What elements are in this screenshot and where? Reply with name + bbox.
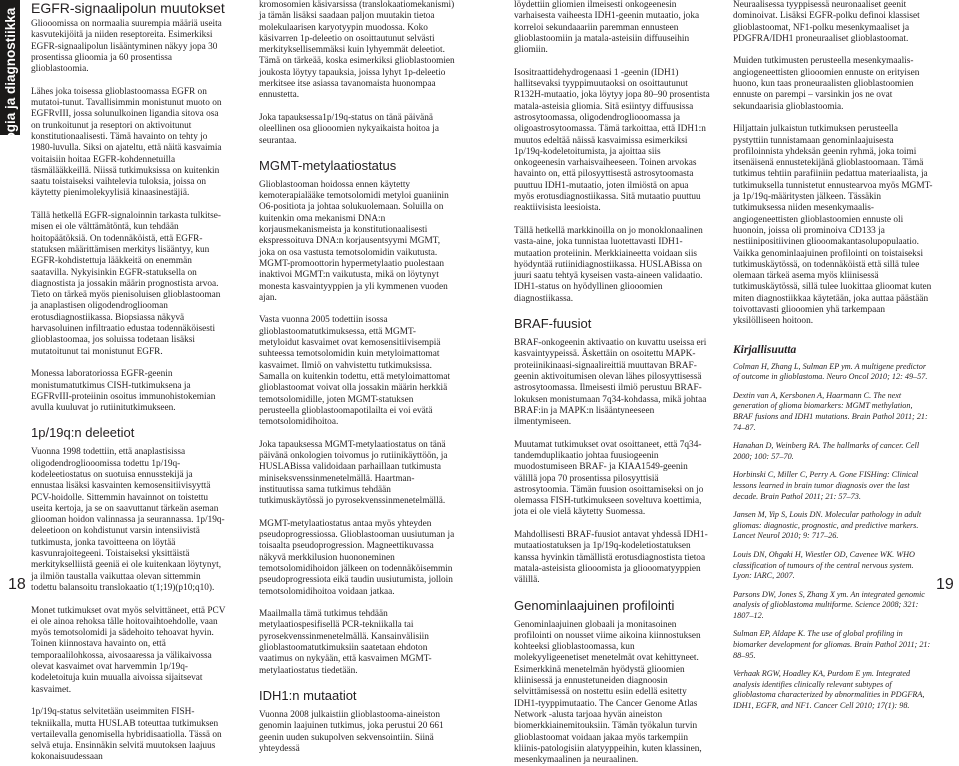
reference: Dextin van A, Kersbonen A, Haarmann C. The next generation of glioma biomarkers: MGMT methylation, BRAF fusions and IDH1 mutations. Brain Pathol 2011; 21: 74–87. — [733, 390, 928, 432]
sidebar-section-tab — [0, 0, 20, 616]
paragraph: Muutamat tutkimukset ovat osoittaneet, että 7q34-tandemduplikaatio johtaa fuusiogeenin muodostumiseen BRAF- ja KIAA1549-geenin välillä jopa 70 prosentissa pilosyyttisiä astrosytoomia. Tämän fuusion osoittamiseksi on jo olemassa FISH-tutkimukseen soveltuva koettimia, jota ei ole vielä käytetty Suomessa. — [514, 439, 704, 518]
paragraph: 1p/19q-status selvitetään useimmiten FISH-tekniikalla, mutta HUSLAB toteuttaa tutkimuksen vertailevalla genomisella hybridisaatiolla. Tässä on selvä etuja. Ensinnäkin selvitä muutoksen laajuus kokonaisuudessaan — [31, 707, 222, 763]
paragraph: Joka tapauksessa1p/19q-status on tänä päivänä oleellinen osa gliooomien nykyaikaista hoitoa ja seurantaa. — [259, 112, 439, 146]
paragraph: Isositraattidehydrogenaasi 1 -geenin (IDH1) hallitsevaksi tyyppimuutaoksi on osoittautunut R132H-mutaatio, joka löytyy jopa 80–90 prosentista matala-asteisia gliomia. Sitä esiintyy diffuusissa astrosytoomassa, oligodendrogliooomassa ja oligoastrosytoomassa. Tämä tarkoittaa, että IDH1:n muutos edeltää näissä kasvaimissa esimerkiksi 1p/19q-kodeletoitumista, ja ajoittaa siis onkogeenesin varhaisvaiheeseen. Toinen arvokas havainto on, että pilosyyttisestä astrosytoomasta puuttuu IDH1-mutaatio, joten ilmiöstä on apua myös erotusdiagnostiikassa. Sitä mutaatio puuttuu reaktiivisista leesioista. — [514, 67, 710, 214]
reference: Jansen M, Yip S, Louis DN. Molecular pathology in adult gliomas: diagnostic, prognostic, and predictive markers. Lancet Neurol 2010; 9: 717–26. — [733, 510, 922, 541]
reference: Verhaak RGW, Hoadley KA, Purdom E ym. Integrated analysis identifies clinically relevant subtypes of glioblastoma characterized by abnormalities in PDGFRA, IDH1, EGFR, and NF1. Cancer Cell 2010; 17(1): 98. — [733, 669, 925, 711]
reference: Horbinski C, Miller C, Perry A. Gone FISHing: Clinical lessons learned in brain tumor diagnosis over the last decade. Brain Pathol 2011; 21: 57–73. — [733, 470, 919, 501]
paragraph: Hiljattain julkaistun tutkimuksen perusteella pystyttiin tunnistamaan genominlaajuisesta profiloinnista yhdeksän geenin ryhmä, joka toimi itsenäisenä ennustetekijänä glioblastoomaan. Tämä tutkimus tehtiin parafiiniin pedattua materiaalista, ja tutkimuksella tunnistetut ennustearvoa myös MGMT- ja 1p/19q-määritysten jälkeen. Tässäkin tutkimuksessa niiden mesenkymaalis-angiogeneettisten glioblastoomien ennuste oli huonoin, joissa oli prominoiva CD133 ja nestiinipositiivinen gliooomakantasolupopulaatio. Vaikka genominlaajuinen profilointi on toistaiseksi tutkimuskäytössä, on todennäköistä että sillä tulee olemaan tärkeä asema myös kliinisessä tutkimuskäytössä, sillä tulee luokittaa glioomat kuten miten diagnostiikkaa käytetään, joka auttaa päästään toivottavasti gliooomien yhä tarkempaan yksilölliseen hoitoon. — [733, 124, 933, 327]
heading-braf: BRAF-fuusiot — [514, 316, 592, 332]
paragraph: MGMT-metylaatiostatus antaa myös yhteyden pseudoprogressiossa. Glioblastooman uusiutuman ja toisaalta pseudoprogression. Magneettikuvassa näkyvä merkkilusion huononeminen temotsolomidihoidon jälkeen on todennäköisemmin pseudoprogressiota eikä taudin uusiutumista, jolloin temotsolomidihoitoa voidaan jatkaa. — [259, 518, 455, 597]
paragraph: Vuonna 2008 julkaistiin glioblastooma-aineiston genomin laajuinen tutkimus, joka perustui 20 661 geenin uuden sukupolven sekvensointiin. Siinä yhteydessä — [259, 709, 444, 754]
heading-egfr: EGFR-signaalipolun muutokset — [31, 0, 225, 16]
paragraph: Tällä hetkellä EGFR-signaloinnin tarkasta tulkitse-misen ei ole välttämätöntä, kun tehdään hoitopäätöksiä. On todennäköistä, että EGFR-statuksen määrittämisen merkitys lisääntyy, kun EGFR-kohdistettuja lääkkeitä on enemmän saatavilla. Nykyisinkin EGFR-statuksella on diagnostista ja jossakin määrin prognostista arvoa. Tieto on tärkeä myös pienisoluisen glioblastooman ja anaplastisen oligodendrogliooman erotusdiagnostiikassa. Biopsiassa näkyvä harvasoluinen infiltraatio edustaa todennäköisesti glioblastoomaa, jos soluissa todetaan lisäksi mutatoitunut tai monistunut EGFR. — [31, 211, 222, 357]
heading-genomic-profiling: Genominlaajuinen profilointi — [514, 597, 675, 613]
heading-1p19q: 1p/19q:n deleetiot — [31, 425, 135, 441]
references-heading: Kirjallisuutta — [733, 343, 797, 356]
paragraph: Vuonna 1998 todettiin, että anaplastisissa oligodendrogliooomissa todettu 1p/19q-kodeleetiostatus on suotuisa ennusstekijä ja ennustaa lisäksi kasvainten kemosensitiivisyyttä PCV-hoidolle. Sittemmin havainnot on toistettu useita kertoja, ja se on saavuttanut tärkeän aseman gliooman hoidon valinnassa ja seurannassa. 1p/19q-deleetioon on kohdistunut varsin intensiivistä tutkimusta, jonka tavoitteena on löytää kasvunrajoitegeeni. Toistaiseksi yksittäistä merkitykselliistä geeniä ei ole kuitenkaan löytynyt, ja ilmiön taustalla vaikuttaa olevan sittemmin todettu balansoitu translokaatio t(1;19)(p10;q10). — [31, 447, 225, 593]
paragraph: Glioblastooman hoidossa ennen käytetty kemoterapialääke temotsolomidi metyloi guaniinin O6-positiota ja johtaa solukuolemaan. Soluilla on kuitenkin oma mekanismi DNA:n korjausmekanismeista ja konstitutionaalisesti ekspressoituva DNA:n korjausentsyymi MGMT, joka on osa vastusta temotsolomidin vaikutusta. MGMT-promoottorin hypermetylaatio puolestaan inaktivoi MGMT:n vaikutusta, mikä on löytynyt monesta kasvaintyyppien ja yli kymmenen vuoden ajan. — [259, 179, 449, 303]
paragraph: Tällä hetkellä markkinoilla on jo monoklonaalinen vasta-aine, joka tunnistaa luotettavasti IDH1-mutaation proteiinin. Merkkiaineetta voidaan siis hyödyntää rutiinidiagnostiikassa. HUSLABissa on juuri saatu tehtyä kyseisen vasta-aineen validaatio. IDH1-status on hyödyllinen gliooomien diagnostiikassa. — [514, 225, 703, 304]
page-number-left: 18 — [8, 576, 26, 593]
column-2 — [259, 0, 455, 755]
paragraph: Muiden tutkimusten perusteella mesenkymaalis-angiogeneettisten gliooomien ennuste on erityisen huono, kun taas proneuraalisten glioblastoomien ennuste on parempi – varsinkin jos ne ovat sekundaarisia glioblastoomia. — [733, 56, 920, 112]
heading-idh1: IDH1:n mutaatiot — [259, 687, 357, 703]
paragraph: Gliooomissa on normaalia suurempia määriä useita kasvutekijöitä ja niiden reseptoreita. Esimerkiksi EGFR-signaalipolun lisääntyminen näkyy jopa 30 prosentissa glioomia ja 60 prosentissa glioblastoomia. — [31, 19, 222, 75]
paragraph: löydettiin gliomien ilmeisesti onkogeenesin varhaisesta vaiheesta IDH1-geenin mutaatio, joka korreloi sekundaaariin paremman ennusteen glioblastoomiin ja matala-asteisiin diffuuseihin gliomiin. — [514, 0, 700, 56]
paragraph: Genominlaajuinen globaali ja monitasoinen profilointi on nousset viime aikoina kiinnostuksen kohteeksi glioblastoomassa, kun molekyyligeenetiset menetelmät ovat kehittyneet. Esimerkkinä menetelmän hyödystä glioomien kliinisessä ja ennustetuneiden diagnoosin selvittämisessä on nostettu esiin edellä esitetty IDH1-tyyppimutaatio. The Cancer Genome Atlas Network -alusta tarjoaa hyvän aineiston biomerkkiainemitouksiin. Tämän työkalun turvin glioblastoomat voidaan jakaa myös tarkempiin kliinis-patologisiin alatyyppeihin, kuten klassinen, mesenkymaalinen ja neuraalinen. — [514, 619, 702, 766]
paragraph: Monessa laboratoriossa EGFR-geenin monistumatutkimus CISH-tutkimuksena ja EGFRvIII-proteiinin osoitus immunohistokemian avulla kuuluvat jo rutiinitutkimukseen. — [31, 369, 216, 414]
reference: Sulman EP, Aldape K. The use of global profiling in biomarker development for gliomas. Brain Pathol 2011; 21: 88–95. — [733, 629, 931, 660]
page-number-right: 19 — [936, 576, 954, 593]
column-4 — [733, 0, 933, 712]
column-1 — [31, 0, 227, 764]
paragraph: BRAF-onkogeenin aktivaatio on kuvattu useissa eri kasvaintyypeissä. Äskettäin on osoitettu MAPK-proteiinikinaasi-signaalireittiä muuttavan BRAF-geenin aktivoitumisen olevan lähes pilosyyttisessä astrosytoomassa. Ilmeisesti ilmiö perustuu BRAF-lokuksen monistumaan 7q34-kohdassa, mikä johtaa BRAF:in ja MAPK:n lisääntyneeseen ilmentymiseen. — [514, 338, 707, 428]
paragraph: Maailmalla tämä tutkimus tehdään metylaatiospesifisellä PCR-tekniikalla tai pyrosekvenssinmenetelmällä. Kansainvälisiin glioblastoomatutkimuksiin saatetaan ehdoton vaatimus on nykyään, että kasvaimen MGMT-metylaatiostatus tiedetään. — [259, 609, 432, 676]
paragraph: Mahdollisesti BRAF-fuusiot antavat yhdessä IDH1-mutaatiostatuksen ja 1p/19q-kodeletiostatuksen kanssa hyvinkin tämällistä erotusdiagnostista tietoa matala-asteisista gliooomista ja gliooomatyyppien välillä. — [514, 530, 708, 586]
paragraph: Neuraalisessa tyyppisessä neuronaaliset geenit dominoivat. Lisäksi EGFR-polku definoi klassiset glioblastoomat, NF1-polku mesenkymaaliset ja PDGFRA/IDH1 proneuraaliset glioblastoomat. — [733, 0, 920, 44]
column-3 — [514, 0, 710, 766]
reference: Hanahan D, Weinberg RA. The hallmarks of cancer. Cell 2000; 100: 57–70. — [733, 441, 920, 461]
reference: Louis DN, Ohgaki H, Wiestler OD, Cavenee WK. WHO classification of tumours of the central nervous system. Lyon: IARC, 2007. — [733, 549, 915, 581]
reference: Colman H, Zhang L, Sulman EP ym. A multigene predictor of outcome in glioblastoma. Neuro Oncol 2010; 12: 49–57. — [733, 361, 928, 382]
reference: Parsons DW, Jones S, Zhang X ym. An integrated genomic analysis of glioblastoma multiforme. Science 2008; 321: 1807–12. — [733, 589, 925, 620]
section-title: Epidemiologia ja diagnostiikka — [3, 7, 18, 205]
paragraph: Joka tapauksessa MGMT-metylaatiostatus on tänä päivänä onkologien toivomus jo rutiinikäyttöön, ja HUSLABissa validoidaan parhaillaan tutkimusta miniseksvenssinmenetelmällä. Haartman-instituutissa sama tutkimus tehdään tutkimuskäytössä jo pyrosekvenssinmenetelmällä. — [259, 439, 448, 507]
heading-mgmt: MGMT-metylaatiostatus — [259, 157, 397, 173]
paragraph: Lähes joka toisessa glioblastoomassa EGFR on mutatoi-tunut. Tavallisimmin monistunut muoto on EGFRvIII, jossa solunulkoinen ligandia sitova osa on trunkoitunut ja reseptori on aktivoitunut konstitutionaalisesti. Tämä havainto on tehty jo 1980-luvulla. Siksi on ajateltu, että näitä kasvaimia voitaisiin hoitaa EGFR-kohdennetuilla täsmälääkkeillä. Niissä tutkimuksissa on kuitenkin saatu toistaiseksi vaihtelevia tuloksia, joissa on käytetty pienimolekyylisiä kinaasinestäjiä. — [31, 86, 222, 199]
paragraph: kromosomien käsivarsissa (translokaatiomekanismi) ja tämän lisäksi saadaan paljon muutakin tietoa molekulaarisen karyotyypin muodossa. Koko käsivarren 1p-deleetio on osoittautunut selvästi merkityksellisemmäksi kuin lyhyemmät deleetiot. Tämä on tärkeää, koska esimerkiksi glioblastoomien joukosta löytyy tapauksia, joissa lyhyt 1p-deleetio merkitsee itse asiassa tavanomaista huonompaa ennustetta. — [259, 0, 455, 101]
paragraph: Monet tutkimukset ovat myös selvittäneet, että PCV ei ole ainoa rehoksa tälle hoitovaihtoehdolle, vaan myös temotsolomidi ja sädehoito tehoavat hyvin. Toinen kiinnostava havainto on, että temporaalilohkossa, aivosaaressa ja välikaivossa olevat kasvaimet ovat harvemmin 1p/19q-kodeletoituja kuin muualla aivoissa sijaitsevat kasvaimet. — [31, 605, 226, 695]
paragraph: Vasta vuonna 2005 todettiin isossa glioblastoomatutkimuksessa, että MGMT-metyloidut kasvaimet ovat kemosensitiivisempiä suhteessa temotsolomidin kuin metyloimattomat kasvaimet. Ilmiö on vahvistettu tutkimuksissa. Samalla on kuitenkin todettu, että metyloimattomat glioblastoomat voivat olla jossakin määrin herkkiä temotsolomidille, joten MGMT-statuksen perusteella glioblastoomapotilailta ei voi evätä temotsolomidihoitoa. — [259, 315, 451, 428]
